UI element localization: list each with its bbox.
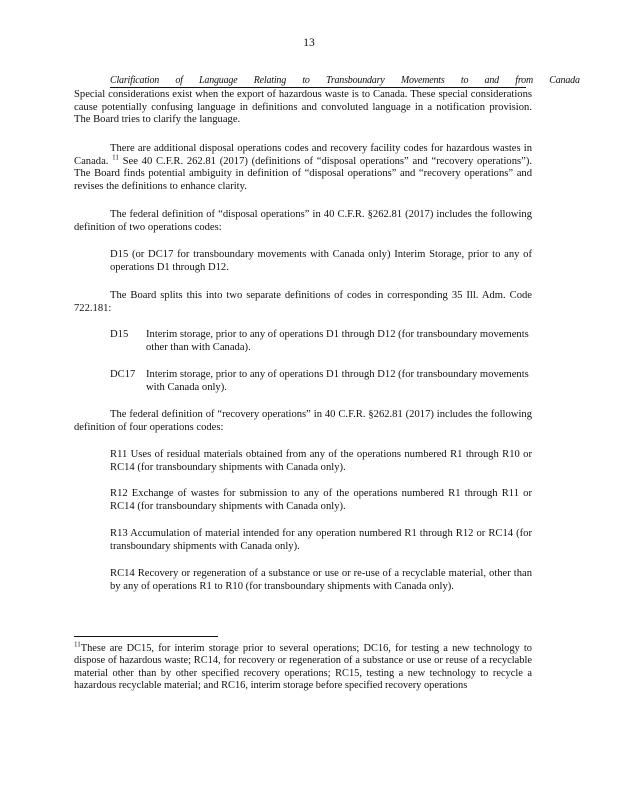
recovery-code-text: R13 Accumulation of material intended for any operation numbered R1 through R12 or RC14 (for transboundary shipments with Canada only). bbox=[110, 528, 532, 552]
footnote-text: These are DC15, for interim storage prior to several operations; DC16, for testing a new technology to dispose of hazardous waste; RC14, for recovery or regeneration of a substance or use or reuse of a recyclable material other than by other specified recovery operations; RC15, testing a new technology to recycle a hazardous recyclable material; and RC16, interim storage before specified recovery operations bbox=[74, 643, 532, 692]
definition-r12 bbox=[74, 488, 532, 513]
definition-r11 bbox=[74, 449, 532, 474]
paragraph-text: The federal definition of “recovery operations” in 40 C.F.R. §262.81 (2017) includes the following definition of four operations codes: bbox=[74, 409, 532, 433]
paragraph-recovery-definition bbox=[74, 409, 532, 434]
recovery-code-text: R11 Uses of residual materials obtained from any of the operations numbered R1 through R10 or RC14 (for transboundary shipments with Canada only). bbox=[110, 449, 532, 473]
footnote-number: 11 bbox=[74, 640, 81, 649]
page-number: 13 bbox=[303, 37, 315, 49]
definition-rc14 bbox=[74, 568, 532, 593]
paragraph-text: The federal definition of “disposal operations” in 40 C.F.R. §262.81 (2017) includes the following definition of two operations codes: bbox=[74, 209, 532, 233]
operation-code: DC17 bbox=[110, 369, 136, 380]
operation-description: Interim storage, prior to any of operations D1 through D12 (for transboundary movements other than with Canada). bbox=[146, 329, 529, 353]
section-heading: Clarification of Language Relating to Transboundary Movements to and from Canada bbox=[110, 75, 580, 86]
paragraph-text: The Board splits this into two separate definitions of codes in corresponding 35 Ill. Adm. Code 722.181: bbox=[74, 290, 532, 314]
footnote-divider bbox=[74, 636, 218, 637]
paragraph-rest: See 40 C.F.R. 262.81 (2017) (definitions of “disposal operations” and “recovery operations”). The Board finds potential ambiguity in definition of “disposal operations” and “recovery operations” and revises the definitions to enhance clarity. bbox=[74, 155, 532, 192]
footnote bbox=[74, 640, 532, 693]
footnote-reference[interactable]: 11 bbox=[112, 153, 119, 162]
paragraph-additional-codes bbox=[74, 143, 532, 193]
definition-r13 bbox=[74, 528, 532, 553]
paragraph-disposal-definition bbox=[74, 209, 532, 234]
definition-d15 bbox=[74, 329, 532, 354]
paragraph-board-split bbox=[74, 290, 532, 315]
paragraph-lead: There are additional disposal operations codes and recovery facility codes for hazardous wastes in Canada. bbox=[74, 143, 532, 167]
paragraph-special-considerations bbox=[74, 89, 532, 127]
paragraph-text: Special considerations exist when the export of hazardous waste is to Canada. These special considerations cause potentially confusing language in definitions and convoluted language in a notification provision. The Board tries to clarify the language. bbox=[74, 89, 532, 126]
quoted-definition: D15 (or DC17 for transboundary movements with Canada only) Interim Storage, prior to any of operations D1 through D12. bbox=[110, 249, 532, 273]
operation-code: D15 bbox=[110, 329, 129, 340]
quote-d15 bbox=[74, 249, 532, 274]
definition-dc17 bbox=[74, 369, 532, 394]
recovery-code-text: RC14 Recovery or regeneration of a substance or use or re-use of a recyclable material, other than by any of operations R1 to R10 (for transboundary shipments with Canada only). bbox=[110, 568, 532, 592]
paragraph-text bbox=[74, 143, 532, 193]
operation-description: Interim storage, prior to any of operations D1 through D12 (for transboundary movements with Canada only). bbox=[146, 369, 529, 393]
recovery-code-text: R12 Exchange of wastes for submission to any of the operations numbered R1 through R11 or RC14 (for transboundary shipments with Canada only). bbox=[110, 488, 532, 512]
